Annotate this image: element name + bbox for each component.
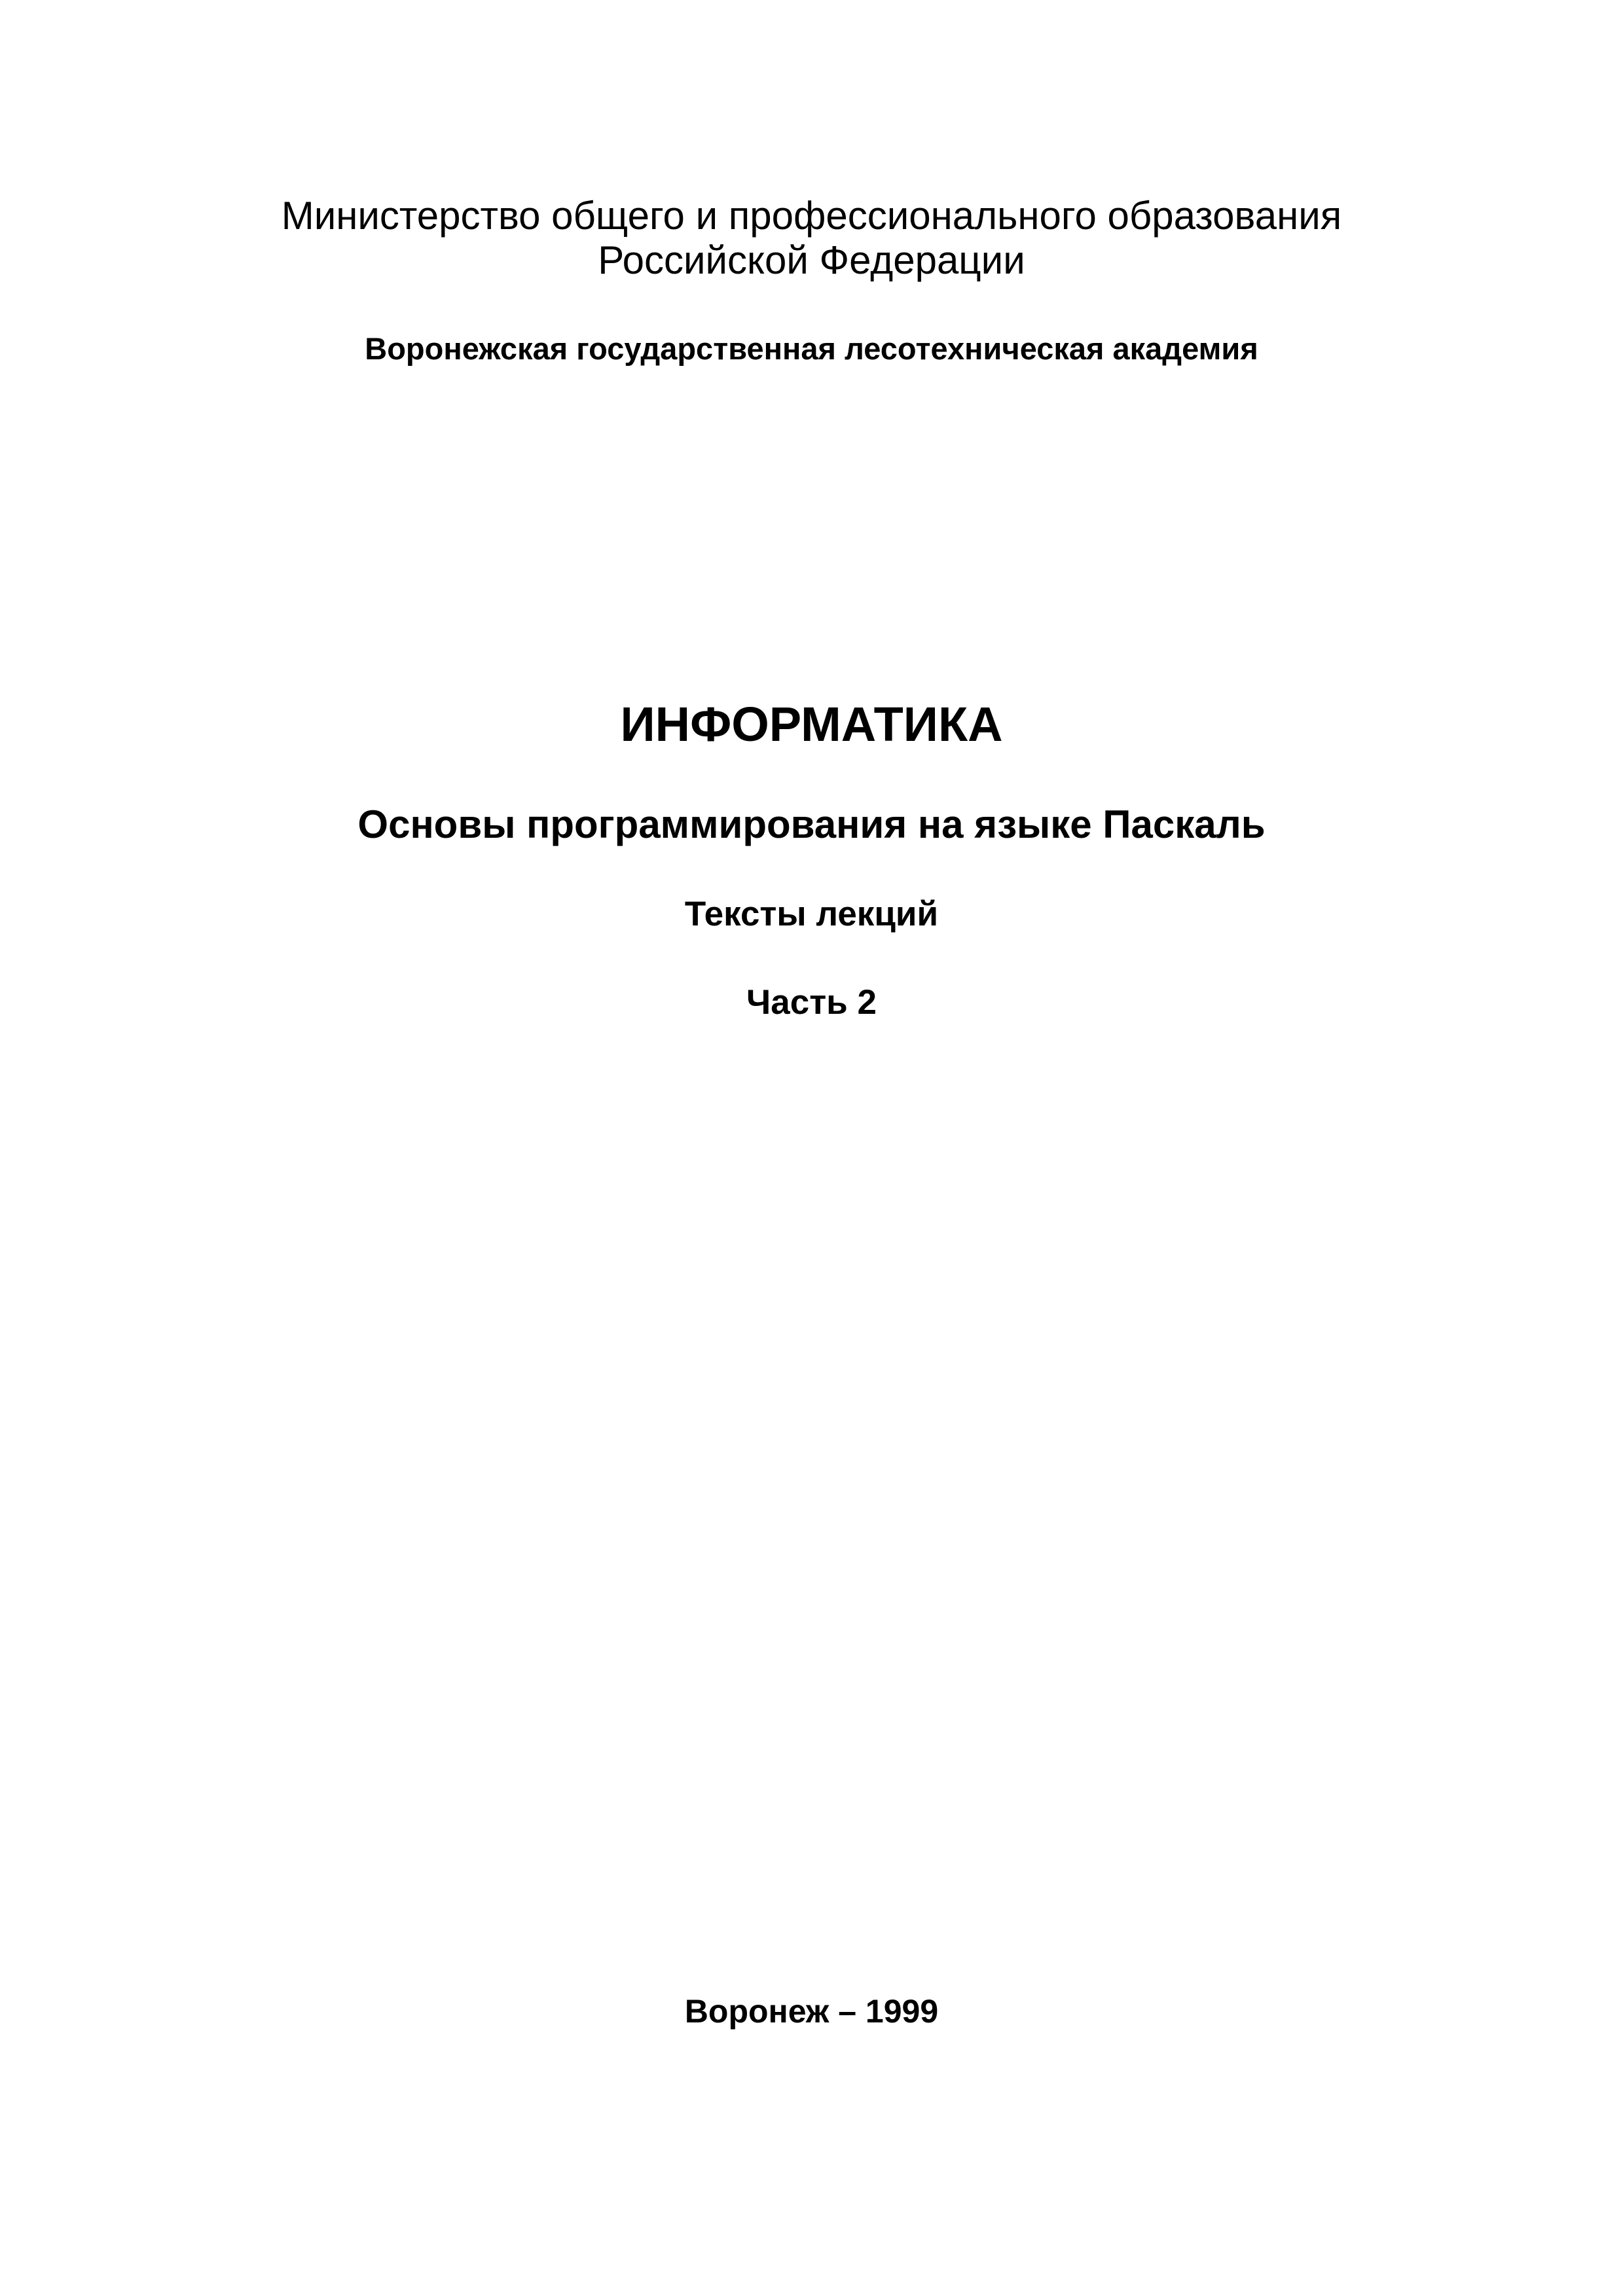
document-title: ИНФОРМАТИКА: [620, 697, 1003, 751]
document-subtitle: Основы программирования на языке Паскаль: [357, 802, 1266, 846]
academy-name: Воронежская государственная лесотехническая академия: [365, 331, 1258, 366]
ministry-line-2: Российской Федерации: [598, 238, 1025, 282]
place-and-year: Воронеж – 1999: [684, 1993, 939, 2030]
document-part: Часть 2: [746, 983, 877, 1022]
ministry-line-1: Министерство общего и профессионального образования: [281, 194, 1342, 238]
document-type: Тексты лекций: [684, 895, 939, 933]
